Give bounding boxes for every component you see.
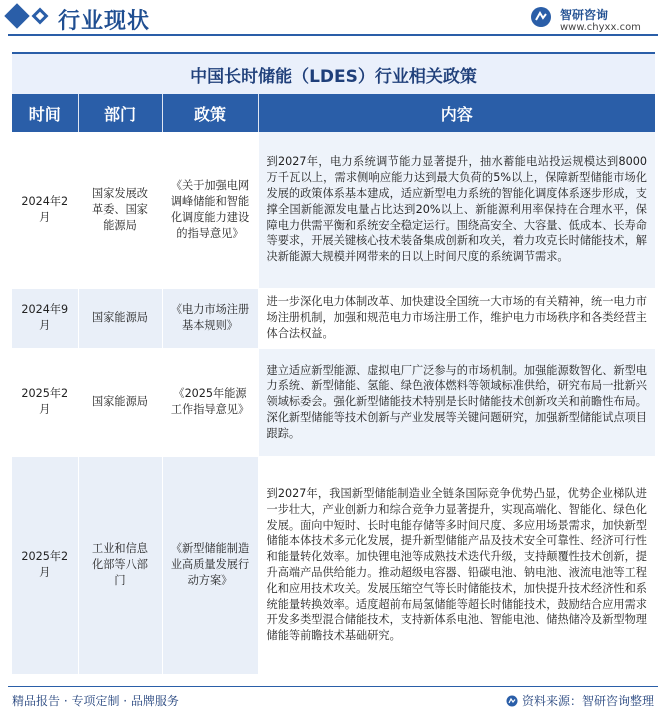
column-header-policy: 政策 — [162, 94, 258, 132]
footer-tagline: 精品报告 · 专项定制 · 品牌服务 — [12, 694, 179, 708]
cell-content: 到2027年，我国新型储能制造业全链条国际竞争优势凸显，优势企业梯队进一步壮大，产业创新力和综合竞争力显著提升，实现高端化、智能化、绿色化发展。面向中短时、长时电能存储等多时间尺度、多应用场景需求，加快新型储能本体技术多元化发展，提升新型储能产品及技术安全可靠性、经济可行性和能量转化效率。加快锂电池等成熟技术迭代升级，支持颠覆性技术创新，提升高端产品供给能力。推动超级电容器、铅碳电池、钠电池、液流电池等工程化和应用技术攻关。发展压缩空气等长时储能技术，加快提升技术经济性和系统能量转换效率。适度超前布局氢储能等超长时储能技术，鼓励结合应用需求开发多类型混合储能技术，支持新体系电池、智能电池、储热储冷及新型物理储能等前瞻技术基础研究。 — [258, 456, 655, 674]
header-divider — [8, 34, 658, 36]
brand — [560, 4, 656, 34]
cell-dept: 国家发展改革委、国家能源局 — [78, 132, 162, 288]
source-text: 资料来源：智研咨询整理 — [521, 694, 654, 708]
policy-table — [12, 52, 655, 675]
table-row — [12, 288, 655, 348]
page-header — [0, 0, 666, 34]
cell-dept: 国家能源局 — [78, 348, 162, 456]
cell-dept: 国家能源局 — [78, 288, 162, 348]
brand-name: 智研咨询 — [560, 8, 609, 22]
cell-time: 2024年9月 — [12, 288, 78, 348]
footer-source — [506, 692, 654, 709]
column-header-time: 时间 — [12, 94, 78, 132]
column-header-dept: 部门 — [78, 94, 162, 132]
cell-time: 2024年2月 — [12, 132, 78, 288]
cell-content: 到2027年，电力系统调节能力显著提升，抽水蓄能电站投运规模达到8000万千瓦以上，需求侧响应能力达到最大负荷的5%以上，保障新型储能市场化发展的政策体系基本建成，适应新型电力系统的智能化调度体系逐步形成，支撑全国新能源发电量占比达到20%以上、新能源利用率保持在合理水平，保障电力供需平衡和系统安全稳定运行。围绕高安全、大容量、低成本、长寿命等要求，开展关键核心技术装备集成创新和攻关，着力攻克长时储能技术，解决新能源大规模并网带来的日以上时间尺度的系统调节需求。 — [258, 132, 655, 288]
brand-logo-icon — [530, 6, 552, 28]
cell-time: 2025年2月 — [12, 348, 78, 456]
cell-dept: 工业和信息化部等八部门 — [78, 456, 162, 674]
cell-content: 建立适应新型能源、虚拟电厂广泛参与的市场机制。加强能源数智化、新型电力系统、新型储能、氢能、绿色液体燃料等领域标准供给，研究布局一批新兴领域标委会。强化新型储能技术特别是长时储能技术创新攻关和前瞻性布局。深化新型储能等技术创新与产业发展等关键问题研究，加强新型储能试点项目跟踪。 — [258, 348, 655, 456]
diamond-outline-icon — [32, 8, 49, 25]
table-caption: 中国长时储能（LDES）行业相关政策 — [12, 52, 655, 94]
cell-policy: 《电力市场注册基本规则》 — [162, 288, 258, 348]
brand-url: www.chyxx.com — [560, 22, 641, 33]
page-footer — [0, 684, 666, 712]
diamond-icon — [4, 3, 29, 28]
cell-policy: 《关于加强电网调峰储能和智能化调度能力建设的指导意见》 — [162, 132, 258, 288]
table-row — [12, 456, 655, 674]
footer-divider — [8, 686, 658, 687]
cell-content: 进一步深化电力体制改革、加快建设全国统一大市场的有关精神，统一电力市场注册机制，加强和规范电力市场注册工作，维护电力市场秩序和各类经营主体合法权益。 — [258, 288, 655, 348]
cell-policy: 《2025年能源工作指导意见》 — [162, 348, 258, 456]
section-title: 行业现状 — [58, 9, 151, 34]
source-logo-icon — [506, 695, 518, 707]
column-header-content: 内容 — [258, 94, 655, 132]
cell-time: 2025年2月 — [12, 456, 78, 674]
table-row — [12, 132, 655, 288]
cell-policy: 《新型储能制造业高质量发展行动方案》 — [162, 456, 258, 674]
table-row — [12, 348, 655, 456]
